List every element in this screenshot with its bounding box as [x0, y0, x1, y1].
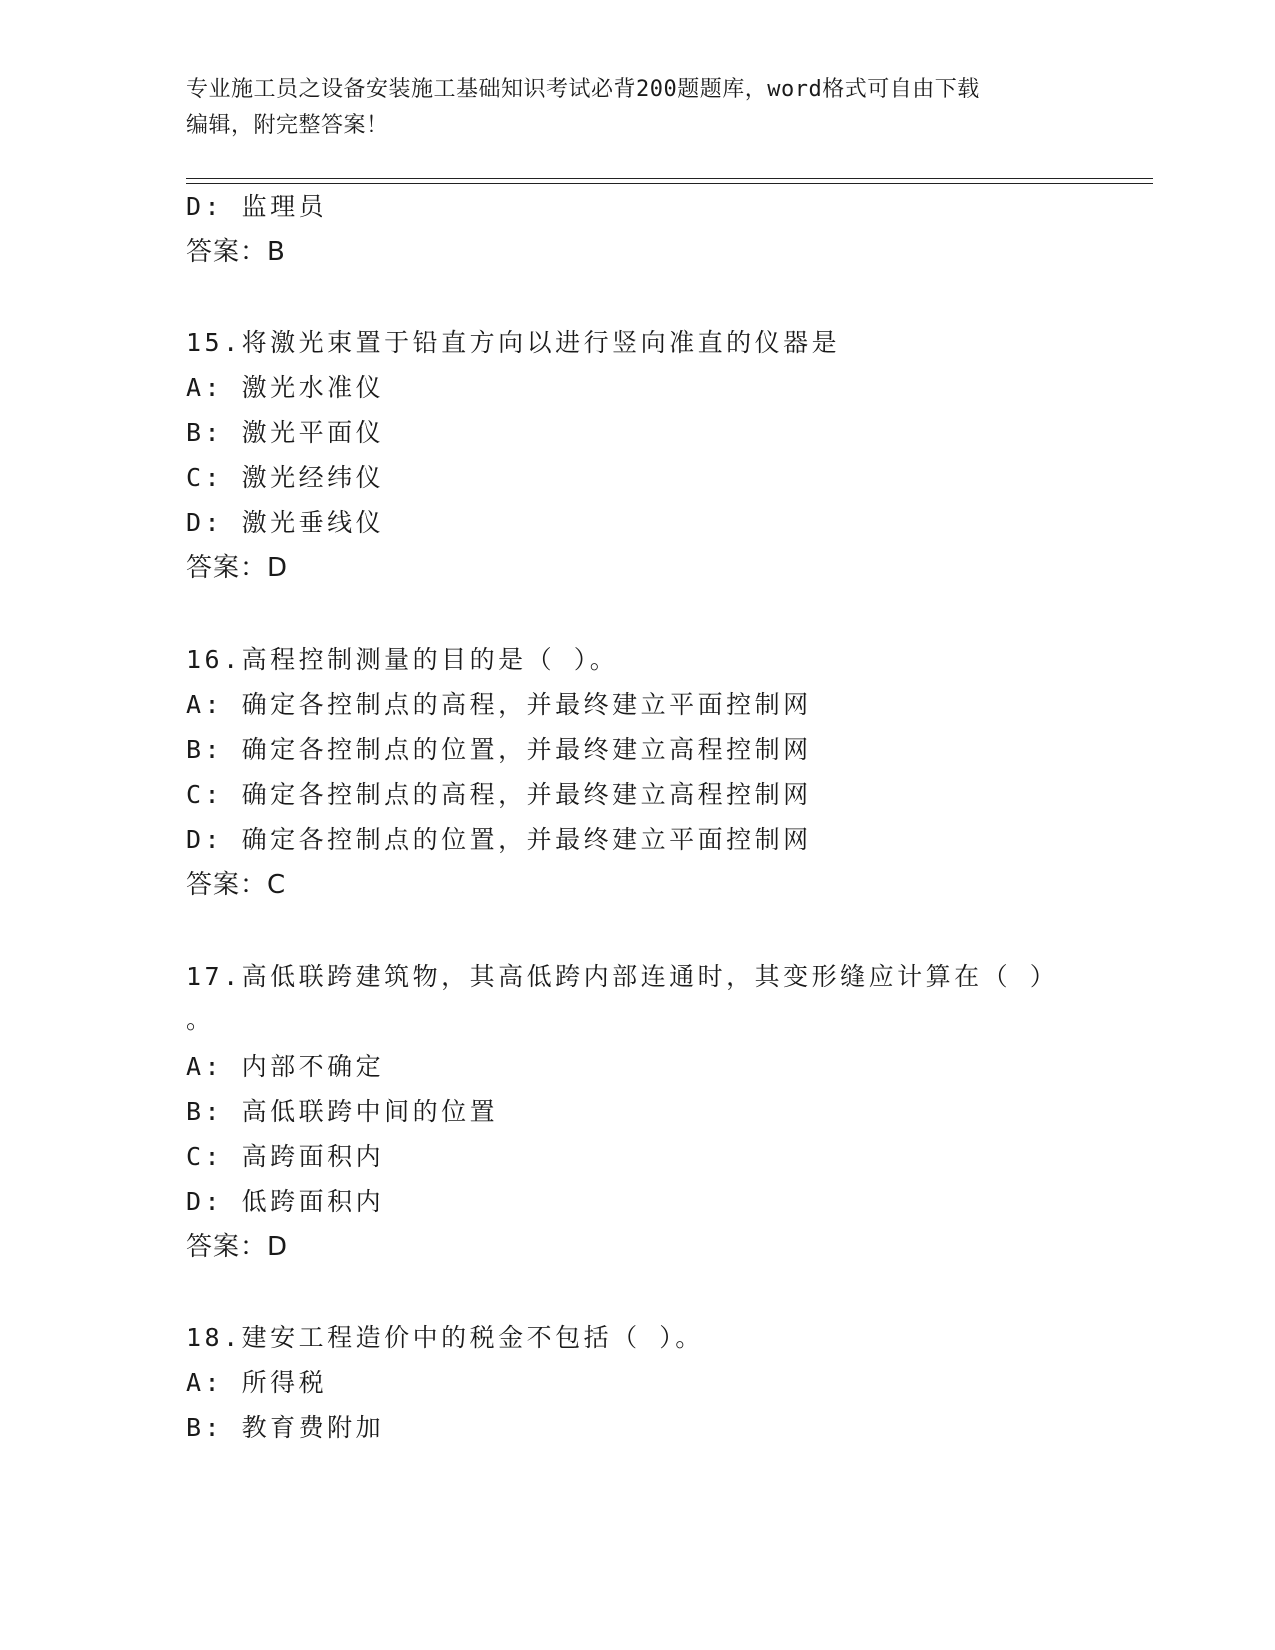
question-16-option-d: D: 确定各控制点的位置，并最终建立平面控制网: [186, 825, 812, 854]
question-16-option-b: B: 确定各控制点的位置，并最终建立高程控制网: [186, 735, 812, 764]
question-15-option-b: B: 激光平面仪: [186, 418, 385, 447]
prev-option-d: D: 监理员: [186, 192, 328, 221]
question-18-option-b: B: 教育费附加: [186, 1413, 385, 1442]
question-16-option-a: A: 确定各控制点的高程，并最终建立平面控制网: [186, 690, 812, 719]
question-15-answer: 答案：D: [186, 553, 289, 583]
header-line-1: 专业施工员之设备安装施工基础知识考试必背200题题库，word格式可自由下载: [186, 77, 980, 102]
question-16-answer: 答案：C: [186, 870, 287, 900]
header-divider-top: [186, 178, 1153, 179]
prev-answer: 答案：B: [186, 237, 286, 267]
question-16-stem: 16.高程控制测量的目的是（ ）。: [186, 645, 619, 674]
question-17-stem: 17.高低联跨建筑物，其高低跨内部连通时，其变形缝应计算在（ ）: [186, 962, 1059, 991]
question-15-option-a: A: 激光水准仪: [186, 373, 385, 402]
header-divider-bottom: [186, 183, 1153, 184]
question-17-option-a: A: 内部不确定: [186, 1052, 385, 1081]
question-17-option-b: B: 高低联跨中间的位置: [186, 1097, 499, 1126]
document-header: [186, 72, 1086, 144]
header-line-2: 编辑，附完整答案！: [186, 113, 389, 138]
question-17-answer: 答案：D: [186, 1232, 289, 1262]
question-17-stem-continuation: 。: [186, 1005, 215, 1034]
question-17-option-c: C: 高跨面积内: [186, 1142, 385, 1171]
question-15-option-c: C: 激光经纬仪: [186, 463, 385, 492]
question-17-option-d: D: 低跨面积内: [186, 1187, 385, 1216]
question-18-option-a: A: 所得税: [186, 1368, 328, 1397]
question-15-option-d: D: 激光垂线仪: [186, 508, 385, 537]
question-15-stem: 15.将激光束置于铅直方向以进行竖向准直的仪器是: [186, 328, 841, 357]
question-18-stem: 18.建安工程造价中的税金不包括（ ）。: [186, 1323, 704, 1352]
question-16-option-c: C: 确定各控制点的高程，并最终建立高程控制网: [186, 780, 812, 809]
